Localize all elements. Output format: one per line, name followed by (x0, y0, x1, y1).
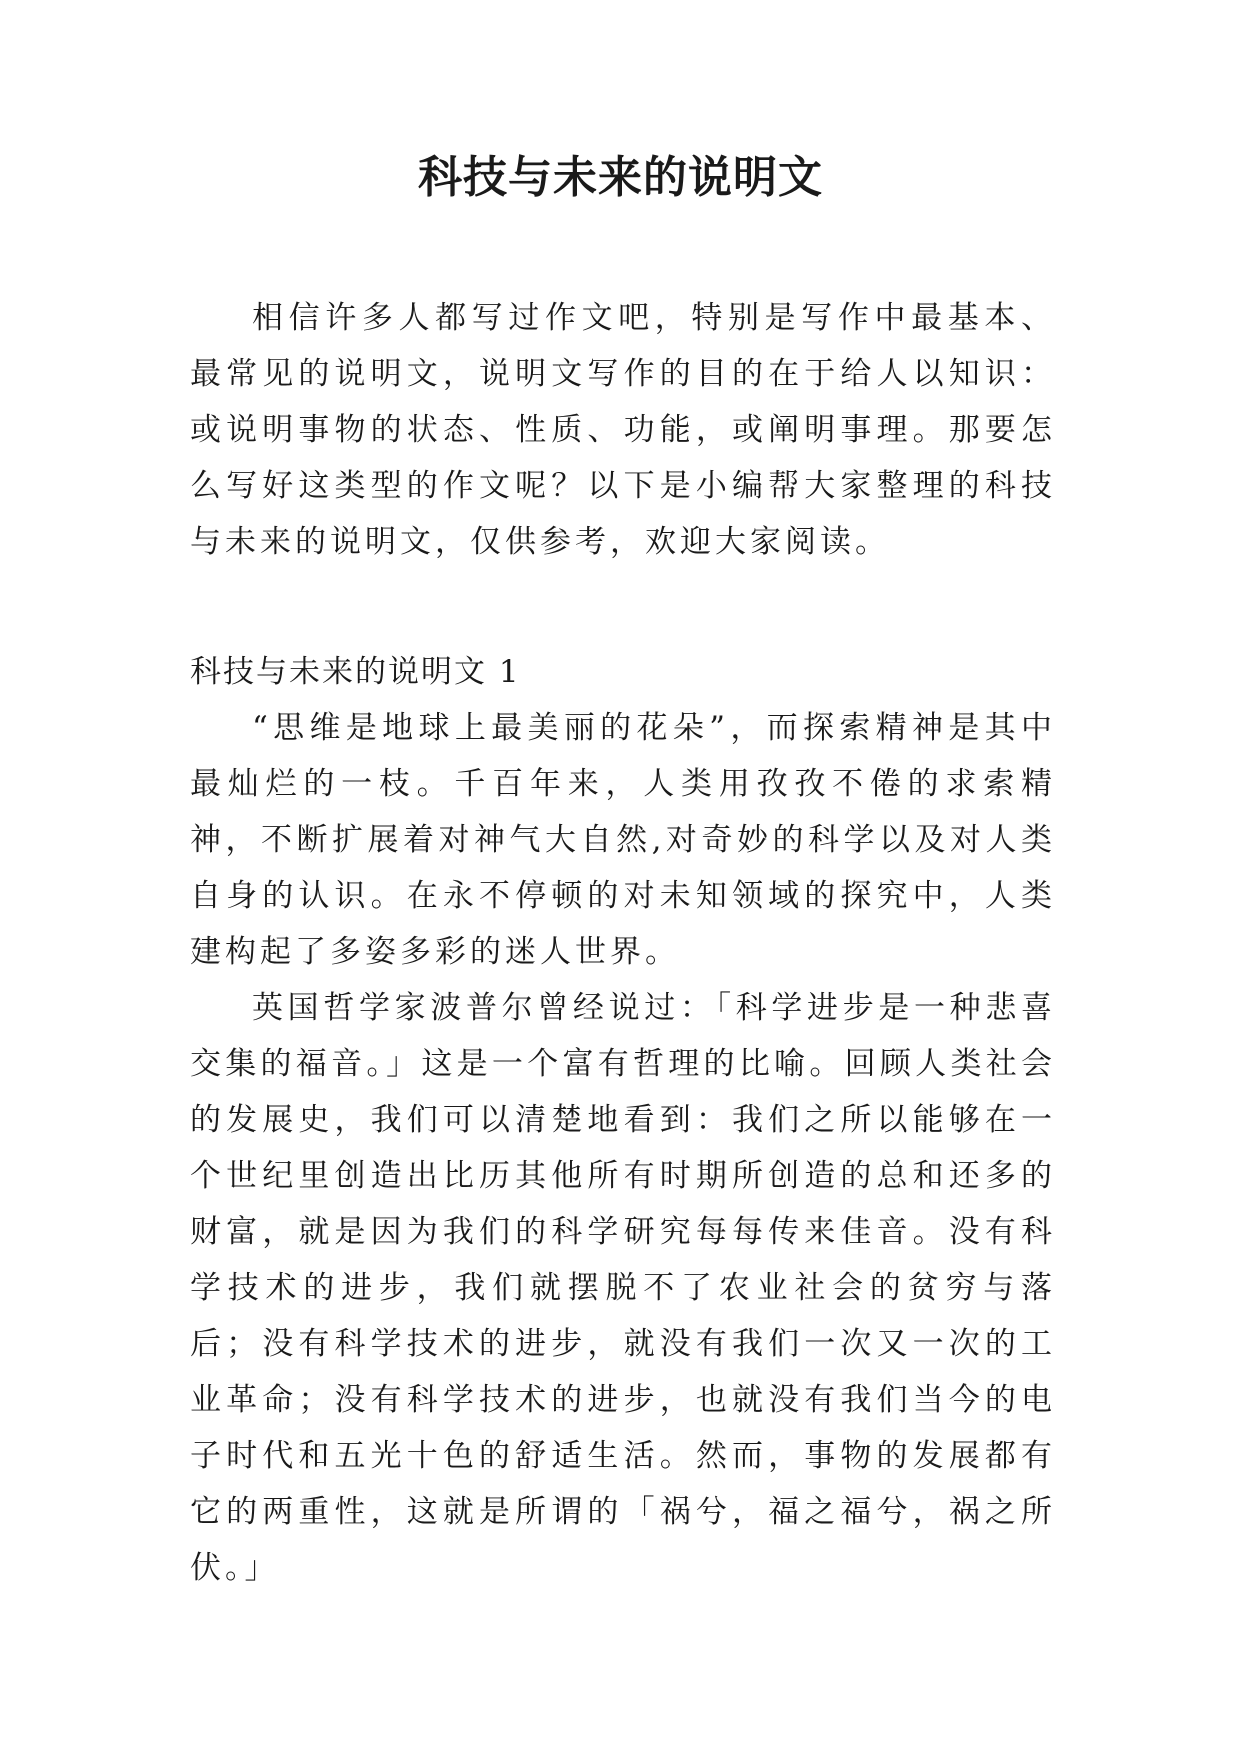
document-body (190, 290, 1056, 1596)
body-paragraph-1: “思维是地球上最美丽的花朵”，而探索精神是其中最灿烂的一枝。千百年来，人类用孜孜不倦的求索精神，不断扩展着对神气大自然,对奇妙的科学以及对人类自身的认识。在永不停顿的对未知领域的探究中，人类建构起了多姿多彩的迷人世界。 (190, 710, 1056, 970)
section-heading: 科技与未来的说明文 1 (190, 654, 521, 690)
intro-paragraph: 相信许多人都写过作文吧，特别是写作中最基本、最常见的说明文，说明文写作的目的在于给人以知识：或说明事物的状态、性质、功能，或阐明事理。那要怎么写好这类型的作文呢？以下是小编帮大家整理的科技与未来的说明文，仅供参考，欢迎大家阅读。 (190, 300, 1056, 560)
body-paragraph-2: 英国哲学家波普尔曾经说过：「科学进步是一种悲喜交集的福音。」这是一个富有哲理的比喻。回顾人类社会的发展史，我们可以清楚地看到：我们之所以能够在一个世纪里创造出比历其他所有时期所创造的总和还多的财富，就是因为我们的科学研究每每传来佳音。没有科学技术的进步，我们就摆脱不了农业社会的贫穷与落后；没有科学技术的进步，就没有我们一次又一次的工业革命；没有科学技术的进步，也就没有我们当今的电子时代和五光十色的舒适生活。然而，事物的发展都有它的两重性，这就是所谓的「祸兮，福之福兮，祸之所伏。」 (190, 990, 1056, 1586)
document-title: 科技与未来的说明文 (418, 152, 823, 203)
